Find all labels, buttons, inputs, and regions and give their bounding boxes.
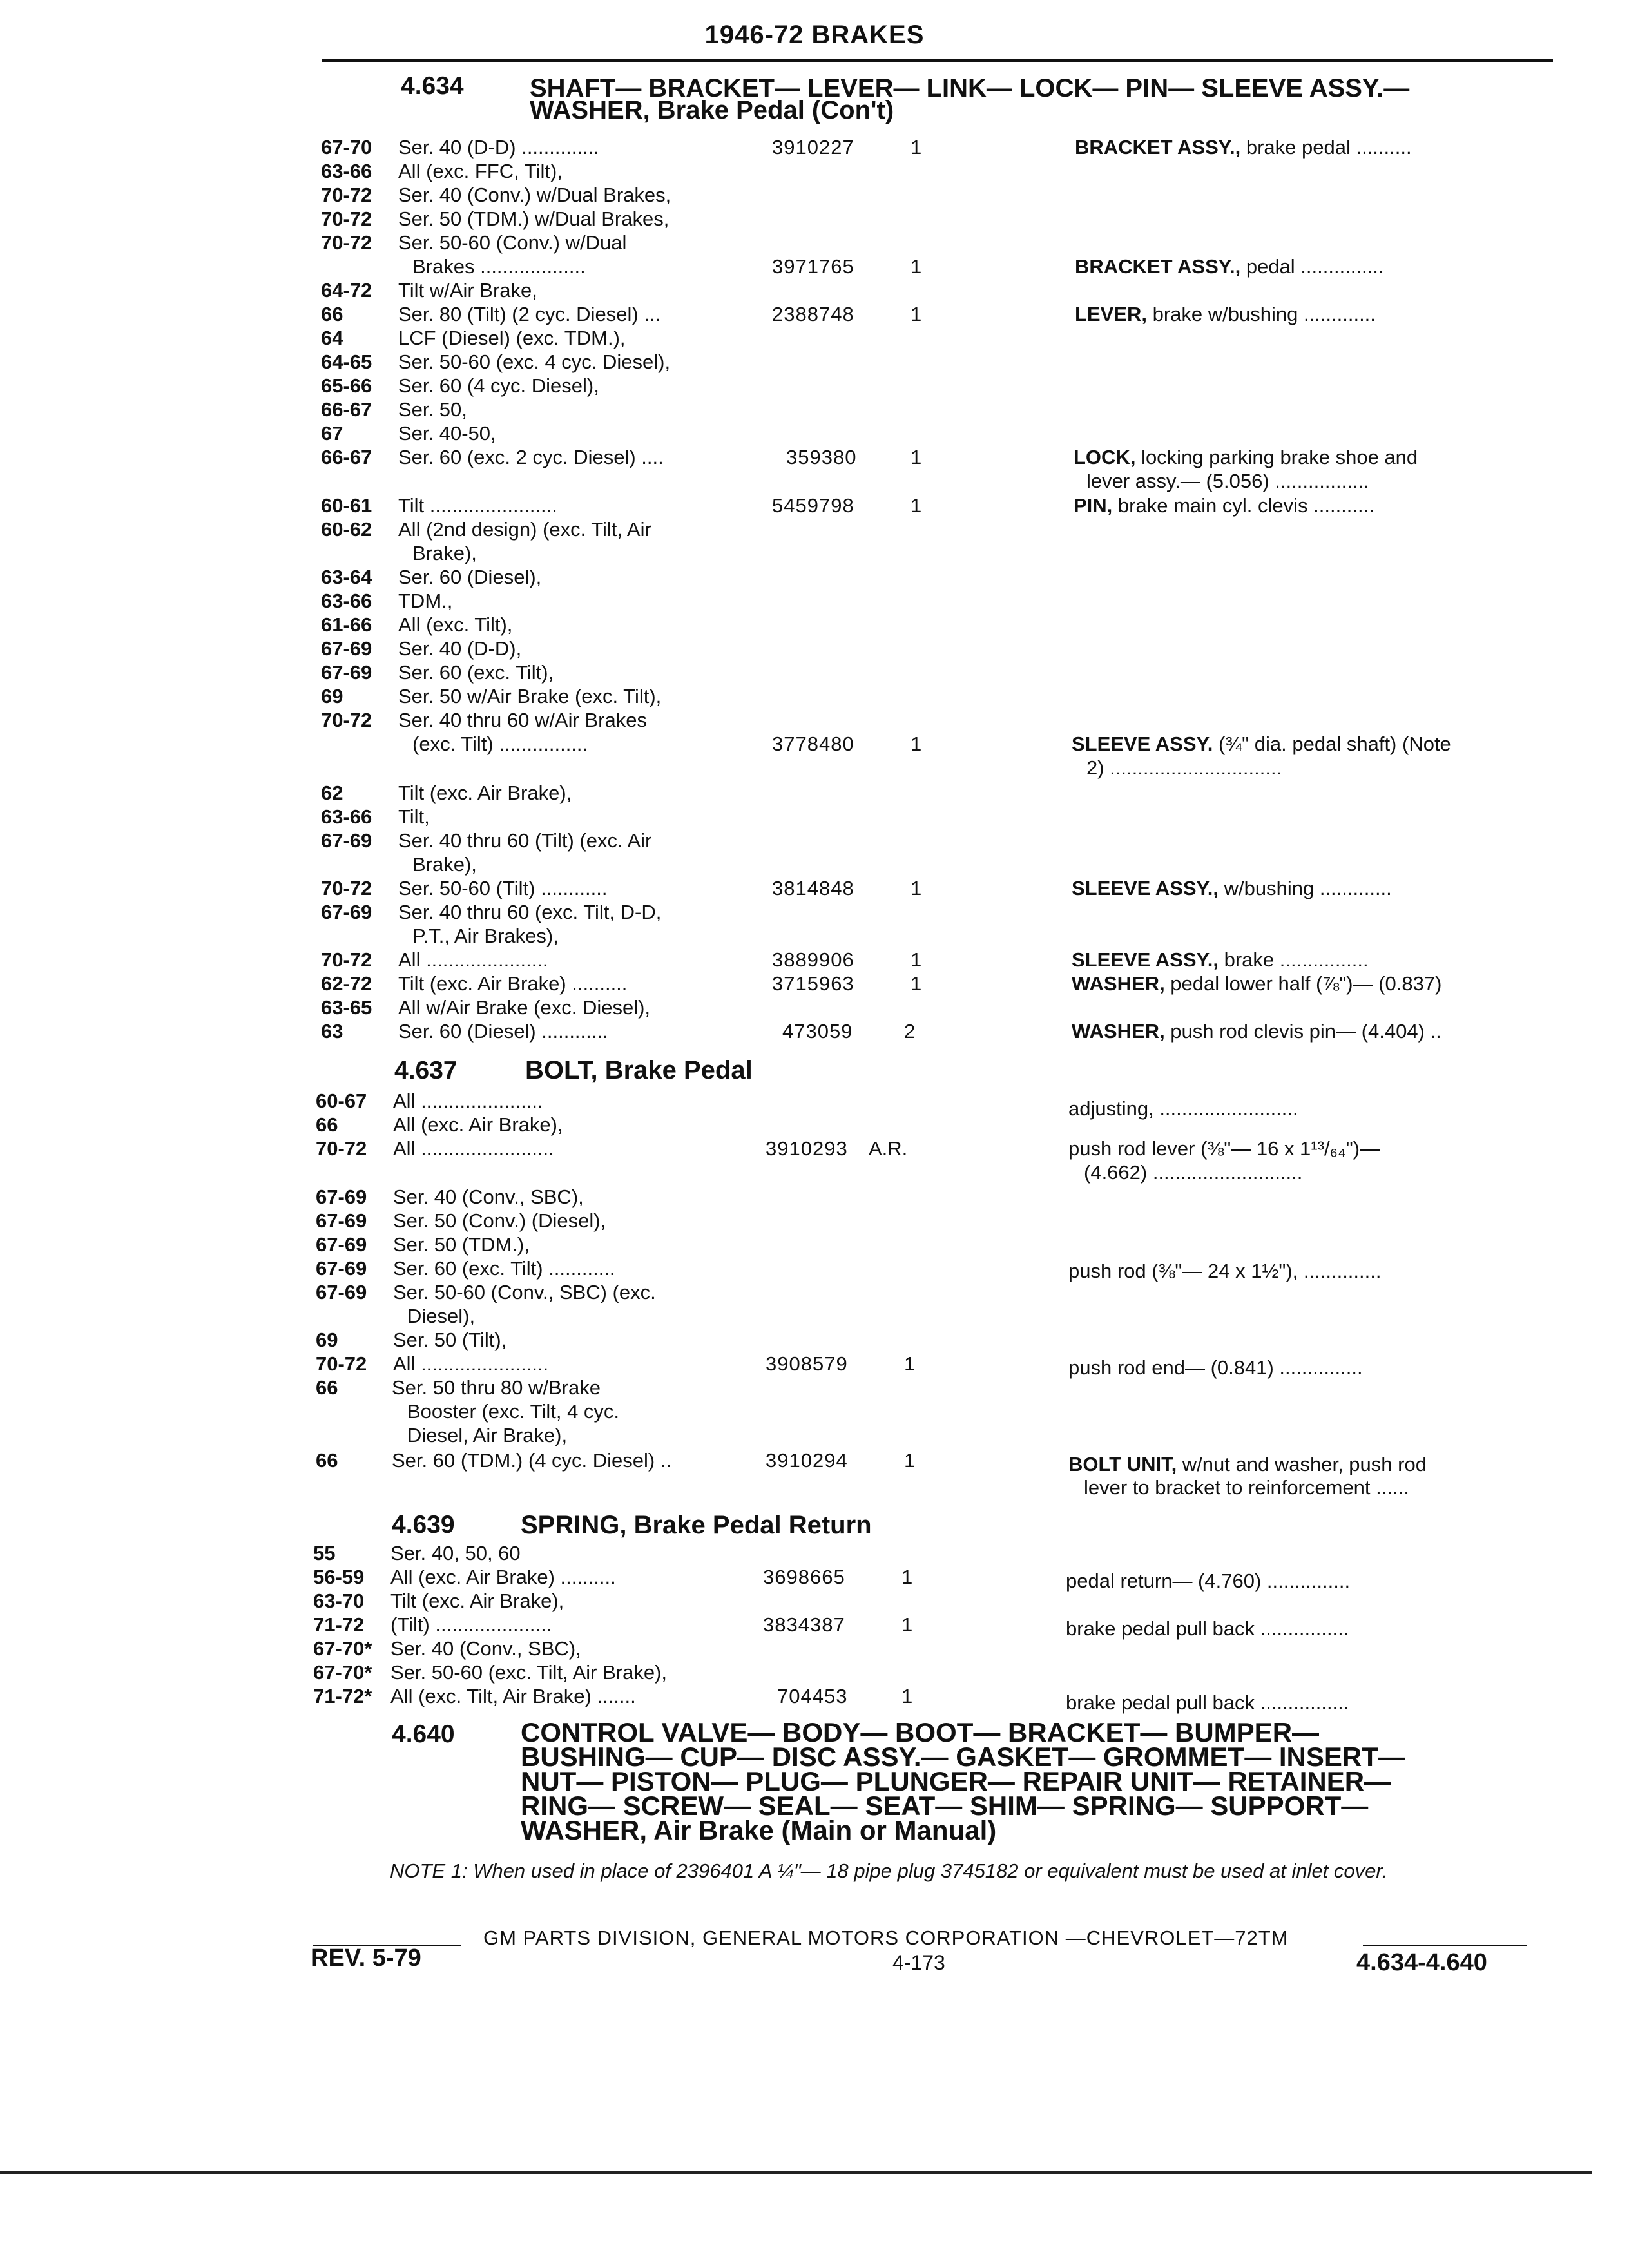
- quantity: 1: [911, 948, 922, 971]
- application: Ser. 40-50,: [398, 422, 496, 445]
- year-range: 66: [316, 1449, 338, 1472]
- year-range: 70-72: [316, 1352, 367, 1375]
- revision-label: REV. 5-79: [311, 1945, 421, 1972]
- description-text: brake w/bushing .............: [1146, 303, 1376, 325]
- section-title-line: WASHER, Brake Pedal (Con't): [530, 96, 894, 124]
- part-row: [321, 469, 1545, 494]
- year-range: 70-72: [316, 1137, 367, 1160]
- description-text: brake main cyl. clevis ...........: [1112, 494, 1374, 517]
- year-range: 70-72: [321, 877, 372, 899]
- year-range: 63-66: [321, 160, 372, 182]
- description-name: SLEEVE ASSY.,: [1072, 948, 1219, 971]
- part-number: 3715963: [772, 972, 854, 995]
- description-name: WASHER,: [1072, 972, 1165, 995]
- application: All (exc. Air Brake),: [393, 1113, 563, 1136]
- application: Ser. 60 (Diesel),: [398, 566, 542, 588]
- application: Brakes ...................: [412, 255, 586, 278]
- part-row: [313, 1613, 1547, 1640]
- quantity: 1: [904, 1352, 916, 1375]
- part-number: 3814848: [772, 877, 854, 899]
- section-title-line: BUSHING— CUP— DISC ASSY.— GASKET— GROMMET— INSERT—: [521, 1742, 1405, 1772]
- application: Ser. 50 (TDM.) w/Dual Brakes,: [398, 207, 670, 230]
- application: Ser. 50 thru 80 w/Brake: [392, 1376, 601, 1399]
- description-name: SLEEVE ASSY.: [1072, 733, 1213, 755]
- application: All (exc. Air Brake) ..........: [390, 1566, 616, 1588]
- application: Tilt .......................: [398, 494, 557, 517]
- description-text: brake pedal pull back ................: [1066, 1617, 1349, 1640]
- application: Ser. 50 (TDM.),: [393, 1233, 530, 1256]
- application: Tilt (exc. Air Brake),: [390, 1590, 564, 1612]
- description-text: push rod lever (⅜"— 16 x 1¹³/₆₄")—: [1068, 1137, 1380, 1160]
- description-text: brake ................: [1219, 948, 1369, 971]
- part-number: 3834387: [763, 1613, 845, 1636]
- application: Ser. 40 thru 60 w/Air Brakes: [398, 709, 647, 731]
- application: LCF (Diesel) (exc. TDM.),: [398, 327, 626, 349]
- quantity: 1: [911, 494, 922, 517]
- description-text: push rod end— (0.841) ...............: [1068, 1356, 1363, 1379]
- application: Brake),: [412, 542, 477, 564]
- description-text: brake pedal ..........: [1240, 136, 1412, 159]
- quantity: 1: [904, 1449, 916, 1472]
- description-text: adjusting, .........................: [1068, 1097, 1298, 1120]
- description-text: (¾" dia. pedal shaft) (Note: [1213, 733, 1451, 755]
- application: All (exc. Tilt),: [398, 613, 513, 636]
- quantity: A.R.: [869, 1137, 908, 1160]
- section-title-line: SPRING, Brake Pedal Return: [521, 1511, 872, 1539]
- application: Ser. 40 thru 60 (Tilt) (exc. Air: [398, 829, 652, 852]
- year-range: 64-72: [321, 279, 372, 302]
- application: Ser. 50,: [398, 398, 467, 421]
- application: Ser. 50-60 (Conv.) w/Dual: [398, 231, 627, 254]
- section-title-line: NUT— PISTON— PLUG— PLUNGER— REPAIR UNIT— RETAINER—: [521, 1766, 1392, 1796]
- description-continued: 2) ...............................: [1086, 756, 1282, 779]
- year-range: 64: [321, 327, 343, 349]
- year-range: 70-72: [321, 948, 372, 971]
- part-row: [321, 948, 1545, 972]
- year-range: 61-66: [321, 613, 372, 636]
- part-row: [316, 1352, 1547, 1379]
- application: Ser. 50 (Tilt),: [393, 1329, 507, 1351]
- quantity: 1: [911, 255, 922, 278]
- part-number: 3971765: [772, 255, 854, 278]
- application: Diesel),: [407, 1305, 476, 1327]
- part-number: 2388748: [772, 303, 854, 325]
- year-range: 60-62: [321, 518, 372, 541]
- application: Booster (exc. Tilt, 4 cyc.: [407, 1400, 620, 1423]
- description-text: push rod (⅜"— 24 x 1½"), ..............: [1068, 1260, 1382, 1282]
- page-header: 1946-72 BRAKES: [704, 21, 925, 49]
- application: Ser. 60 (TDM.) (4 cyc. Diesel) ..: [392, 1449, 672, 1472]
- application: All w/Air Brake (exc. Diesel),: [398, 996, 651, 1019]
- application: All (exc. FFC, Tilt),: [398, 160, 563, 182]
- description-name: BRACKET ASSY.,: [1075, 255, 1241, 278]
- description-text: w/bushing .............: [1219, 877, 1392, 899]
- application: Tilt (exc. Air Brake) ..........: [398, 972, 628, 995]
- year-range: 69: [316, 1329, 338, 1351]
- part-row: [321, 135, 1545, 160]
- quantity: 1: [911, 972, 922, 995]
- bottom-scan-edge: [0, 2171, 1592, 2174]
- part-row: [321, 972, 1545, 996]
- year-range: 70-72: [321, 709, 372, 731]
- application: Ser. 60 (exc. Tilt) ............: [393, 1257, 615, 1280]
- application: Ser. 50 (Conv.) (Diesel),: [393, 1209, 606, 1232]
- application: Tilt,: [398, 805, 430, 828]
- application: Ser. 40 (Conv., SBC),: [390, 1637, 581, 1660]
- year-range: 69: [321, 685, 343, 707]
- year-range: 70-72: [321, 207, 372, 230]
- application: Tilt w/Air Brake,: [398, 279, 537, 302]
- application: Ser. 60 (Diesel) ............: [398, 1020, 608, 1043]
- year-range: 67-69: [321, 661, 372, 684]
- description-continued: (4.662) ...........................: [1084, 1161, 1303, 1184]
- description: [1075, 135, 1412, 160]
- description: [1075, 255, 1384, 279]
- description-name: LOCK,: [1074, 446, 1136, 468]
- description-text: pedal return— (4.760) ...............: [1066, 1570, 1351, 1592]
- part-row: [316, 1475, 1547, 1500]
- year-range: 62-72: [321, 972, 372, 995]
- quantity: 1: [911, 303, 922, 325]
- year-range: 67-69: [321, 901, 372, 923]
- year-range: 63-66: [321, 590, 372, 612]
- application: Ser. 60 (exc. 2 cyc. Diesel) ....: [398, 446, 664, 468]
- year-range: 67-69: [316, 1209, 367, 1232]
- application: Ser. 50-60 (exc. Tilt, Air Brake),: [390, 1661, 667, 1684]
- part-row: [321, 445, 1545, 470]
- application: All ......................: [393, 1090, 543, 1112]
- section-title-line: BOLT, Brake Pedal: [525, 1056, 753, 1084]
- application: All ........................: [393, 1137, 554, 1160]
- quantity: 1: [911, 136, 922, 159]
- description-continued: lever assy.— (5.056) .................: [1086, 470, 1369, 492]
- year-range: 67-70: [321, 136, 372, 159]
- year-range: 66: [316, 1113, 338, 1136]
- part-number: 3778480: [772, 733, 854, 755]
- application: Ser. 40 (D-D) ..............: [398, 136, 599, 159]
- application: All ......................: [398, 948, 548, 971]
- description-name: BOLT UNIT,: [1068, 1453, 1177, 1475]
- description-name: WASHER,: [1072, 1020, 1165, 1043]
- section-number: 4.640: [392, 1720, 455, 1748]
- description-text: pedal ...............: [1240, 255, 1384, 278]
- year-range: 63: [321, 1020, 343, 1043]
- year-range: 70-72: [321, 231, 372, 254]
- year-range: 67-69: [316, 1281, 367, 1303]
- year-range: 63-70: [313, 1590, 365, 1612]
- application: Ser. 60 (4 cyc. Diesel),: [398, 374, 599, 397]
- description-continued: lever to bracket to reinforcement ......: [1084, 1476, 1409, 1499]
- description: [1072, 948, 1369, 972]
- quantity: 1: [901, 1613, 913, 1636]
- part-row: [316, 1160, 1547, 1185]
- description: [1075, 302, 1376, 327]
- year-range: 67-69: [316, 1233, 367, 1256]
- description-text: push rod clevis pin— (4.404) ..: [1164, 1020, 1441, 1043]
- quantity: 1: [911, 446, 922, 468]
- part-row: [321, 732, 1545, 756]
- part-row: [321, 1019, 1545, 1044]
- year-range: 70-72: [321, 184, 372, 206]
- description: [1072, 1019, 1441, 1044]
- part-row: [321, 876, 1545, 901]
- description-name: PIN,: [1074, 494, 1113, 517]
- application: TDM.,: [398, 590, 453, 612]
- section-title-line: SHAFT— BRACKET— LEVER— LINK— LOCK— PIN— SLEEVE ASSY.—: [530, 74, 1410, 102]
- quantity: 1: [901, 1685, 913, 1707]
- year-range: 60-67: [316, 1090, 367, 1112]
- application: Ser. 40 thru 60 (exc. Tilt, D-D,: [398, 901, 662, 923]
- quantity: 1: [901, 1566, 913, 1588]
- year-range: 55: [313, 1542, 336, 1564]
- part-number: 473059: [782, 1020, 853, 1043]
- page-number: 4-173: [892, 1951, 945, 1974]
- section-number: 4.634: [401, 72, 464, 100]
- year-range: 66: [321, 303, 343, 325]
- description-text: locking parking brake shoe and: [1135, 446, 1418, 468]
- application: Tilt (exc. Air Brake),: [398, 782, 572, 804]
- application: Ser. 50 w/Air Brake (exc. Tilt),: [398, 685, 662, 707]
- year-range: 66-67: [321, 446, 372, 468]
- year-range: 67: [321, 422, 343, 445]
- application: All (2nd design) (exc. Tilt, Air: [398, 518, 651, 541]
- quantity: 2: [904, 1020, 916, 1043]
- section-title-line: RING— SCREW— SEAL— SEAT— SHIM— SPRING— SUPPORT—: [521, 1791, 1369, 1821]
- year-range: 71-72*: [313, 1685, 372, 1707]
- section-number: 4.637: [394, 1057, 458, 1084]
- year-range: 64-65: [321, 351, 372, 373]
- description-text: pedal lower half (⅞")— (0.837): [1164, 972, 1442, 995]
- part-number: 3698665: [763, 1566, 845, 1588]
- year-range: 67-69: [321, 637, 372, 660]
- part-number: 5459798: [772, 494, 854, 517]
- application: (exc. Tilt) ................: [412, 733, 588, 755]
- application: All (exc. Tilt, Air Brake) .......: [390, 1685, 636, 1707]
- year-range: 67-69: [316, 1257, 367, 1280]
- description: [1072, 972, 1441, 996]
- year-range: 71-72: [313, 1613, 365, 1636]
- section-title-line: WASHER, Air Brake (Main or Manual): [521, 1815, 997, 1845]
- description: [1072, 876, 1392, 901]
- part-row: [321, 255, 1545, 279]
- year-range: 63-64: [321, 566, 372, 588]
- year-range: 66-67: [321, 398, 372, 421]
- application: (Tilt) .....................: [390, 1613, 552, 1636]
- header-rule: [322, 59, 1553, 62]
- part-row: [313, 1684, 1547, 1714]
- part-number: 3910294: [766, 1449, 848, 1472]
- year-range: 67-69: [321, 829, 372, 852]
- part-row: [316, 1448, 1547, 1473]
- section-title-line: CONTROL VALVE— BODY— BOOT— BRACKET— BUMPER—: [521, 1717, 1320, 1747]
- part-row: [316, 1256, 1547, 1281]
- year-range: 67-69: [316, 1186, 367, 1208]
- year-range: 62: [321, 782, 343, 804]
- part-number: 3910293: [766, 1137, 848, 1160]
- application: Ser. 40 (Conv., SBC),: [393, 1186, 584, 1208]
- application: Ser. 50-60 (Conv., SBC) (exc.: [393, 1281, 656, 1303]
- section-number: 4.639: [392, 1511, 455, 1539]
- part-number: 3910227: [772, 136, 854, 159]
- part-number: 359380: [786, 446, 857, 468]
- description-name: LEVER,: [1075, 303, 1147, 325]
- application: Diesel, Air Brake),: [407, 1424, 568, 1446]
- footer-rule-right: [1363, 1945, 1527, 1946]
- application: Brake),: [412, 853, 477, 876]
- description-text: w/nut and washer, push rod: [1177, 1453, 1427, 1475]
- year-range: 56-59: [313, 1566, 365, 1588]
- description-name: SLEEVE ASSY.,: [1072, 877, 1219, 899]
- application: Ser. 40 (Conv.) w/Dual Brakes,: [398, 184, 671, 206]
- year-range: 63-66: [321, 805, 372, 828]
- part-row: [316, 1137, 1547, 1161]
- footer-publisher: GM PARTS DIVISION, GENERAL MOTORS CORPORATION —CHEVROLET—72TM: [483, 1927, 1289, 1949]
- quantity: 1: [911, 733, 922, 755]
- application: All .......................: [393, 1352, 549, 1375]
- section-range: 4.634-4.640: [1356, 1949, 1487, 1976]
- year-range: 63-65: [321, 996, 372, 1019]
- year-range: 66: [316, 1376, 338, 1399]
- part-number: 704453: [777, 1685, 848, 1707]
- application: Ser. 40 (D-D),: [398, 637, 522, 660]
- year-range: 65-66: [321, 374, 372, 397]
- part-number: 3889906: [772, 948, 854, 971]
- application: P.T., Air Brakes),: [412, 925, 559, 947]
- part-row: [321, 302, 1545, 327]
- part-row: [316, 1089, 1547, 1120]
- note-text: NOTE 1: When used in place of 2396401 A ¼"— 18 pipe plug 3745182 or equivalent must be used at inlet cover.: [390, 1860, 1388, 1882]
- description: [1072, 732, 1451, 756]
- description-name: BRACKET ASSY.,: [1075, 136, 1241, 159]
- part-row: [321, 494, 1545, 518]
- description: [1074, 445, 1418, 470]
- application: Ser. 40, 50, 60: [390, 1542, 521, 1564]
- quantity: 1: [911, 877, 922, 899]
- year-range: 60-61: [321, 494, 372, 517]
- description: [1074, 494, 1374, 518]
- part-number: 3908579: [766, 1352, 848, 1375]
- part-row: [321, 756, 1545, 780]
- application: Ser. 50-60 (exc. 4 cyc. Diesel),: [398, 351, 671, 373]
- application: Ser. 60 (exc. Tilt),: [398, 661, 554, 684]
- year-range: 67-70*: [313, 1661, 372, 1684]
- part-row: [313, 1565, 1547, 1590]
- year-range: 67-70*: [313, 1637, 372, 1660]
- application: Ser. 50-60 (Tilt) ............: [398, 877, 608, 899]
- description: [1068, 1452, 1427, 1477]
- description-text: brake pedal pull back ................: [1066, 1691, 1349, 1714]
- application: Ser. 80 (Tilt) (2 cyc. Diesel) ...: [398, 303, 661, 325]
